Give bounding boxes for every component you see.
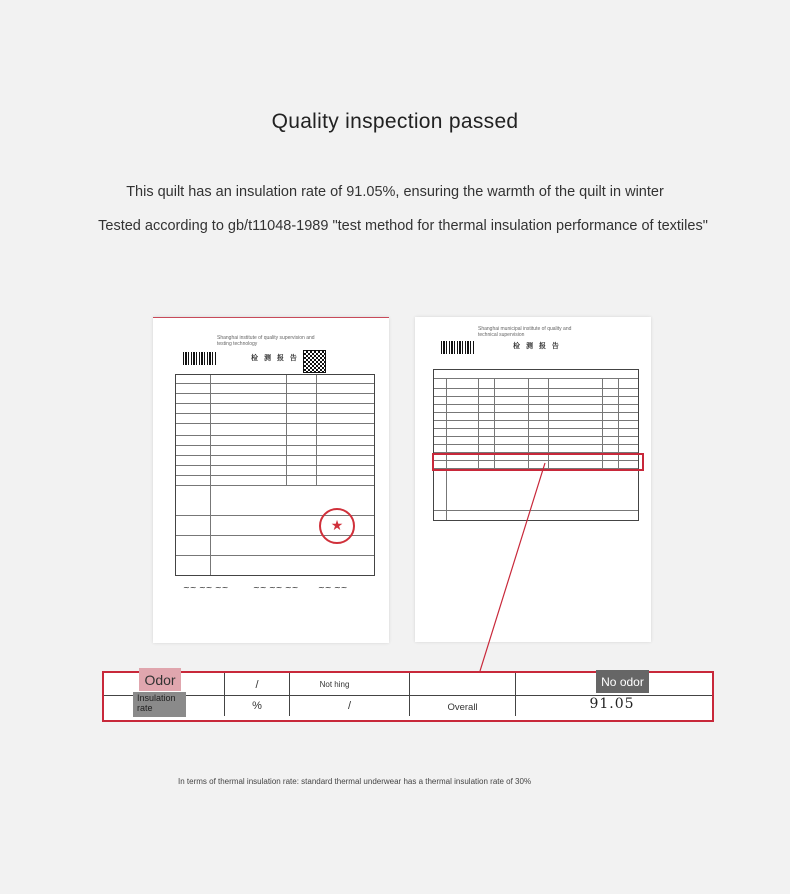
doc1-table xyxy=(175,374,375,576)
judgement-overall: Overall xyxy=(410,673,516,716)
red-seal-icon: ★ xyxy=(319,508,355,544)
description-line-1: This quilt has an insulation rate of 91.05%, ensuring the warmth of the quilt in winter xyxy=(126,184,664,200)
doc2-header: Shanghai municipal institute of quality and technical supervision xyxy=(478,326,572,338)
doc2-report-title: 检 测 报 告 xyxy=(513,343,561,350)
doc1-report-title: 检 测 报 告 xyxy=(251,355,299,362)
doc1-header: Shanghai institute of quality supervision and testing technology xyxy=(217,335,315,347)
barcode-icon xyxy=(183,352,217,365)
page-title: Quality inspection passed xyxy=(271,110,519,133)
signature-1: ~~ ~~ ~~ xyxy=(183,583,229,592)
inspection-report-document-1 xyxy=(153,317,389,643)
odor-label: Odor xyxy=(139,668,181,691)
barcode-icon xyxy=(441,341,475,354)
odor-standard: Not hing xyxy=(290,673,410,696)
insulation-rate-label: Insulation rate xyxy=(133,692,186,717)
insulation-standard: / xyxy=(290,696,410,716)
qr-code-icon xyxy=(303,350,326,373)
odor-unit: / xyxy=(225,673,290,696)
doc2-table xyxy=(433,369,639,521)
signature-2: ~~ ~~ ~~ xyxy=(253,583,299,592)
description-line-2: Tested according to gb/t11048-1989 "test method for thermal insulation performance of textiles" xyxy=(98,218,708,234)
no-odor-result: No odor xyxy=(596,670,649,693)
inspection-report-document-2 xyxy=(415,317,651,642)
insulation-unit: % xyxy=(225,696,290,716)
insulation-rate-value: 91.05 xyxy=(589,696,635,712)
signature-3: ~~ ~~ xyxy=(318,583,348,592)
highlighted-result-row xyxy=(432,453,644,471)
footnote: In terms of thermal insulation rate: standard thermal underwear has a thermal insulation rate of 30% xyxy=(178,777,532,786)
